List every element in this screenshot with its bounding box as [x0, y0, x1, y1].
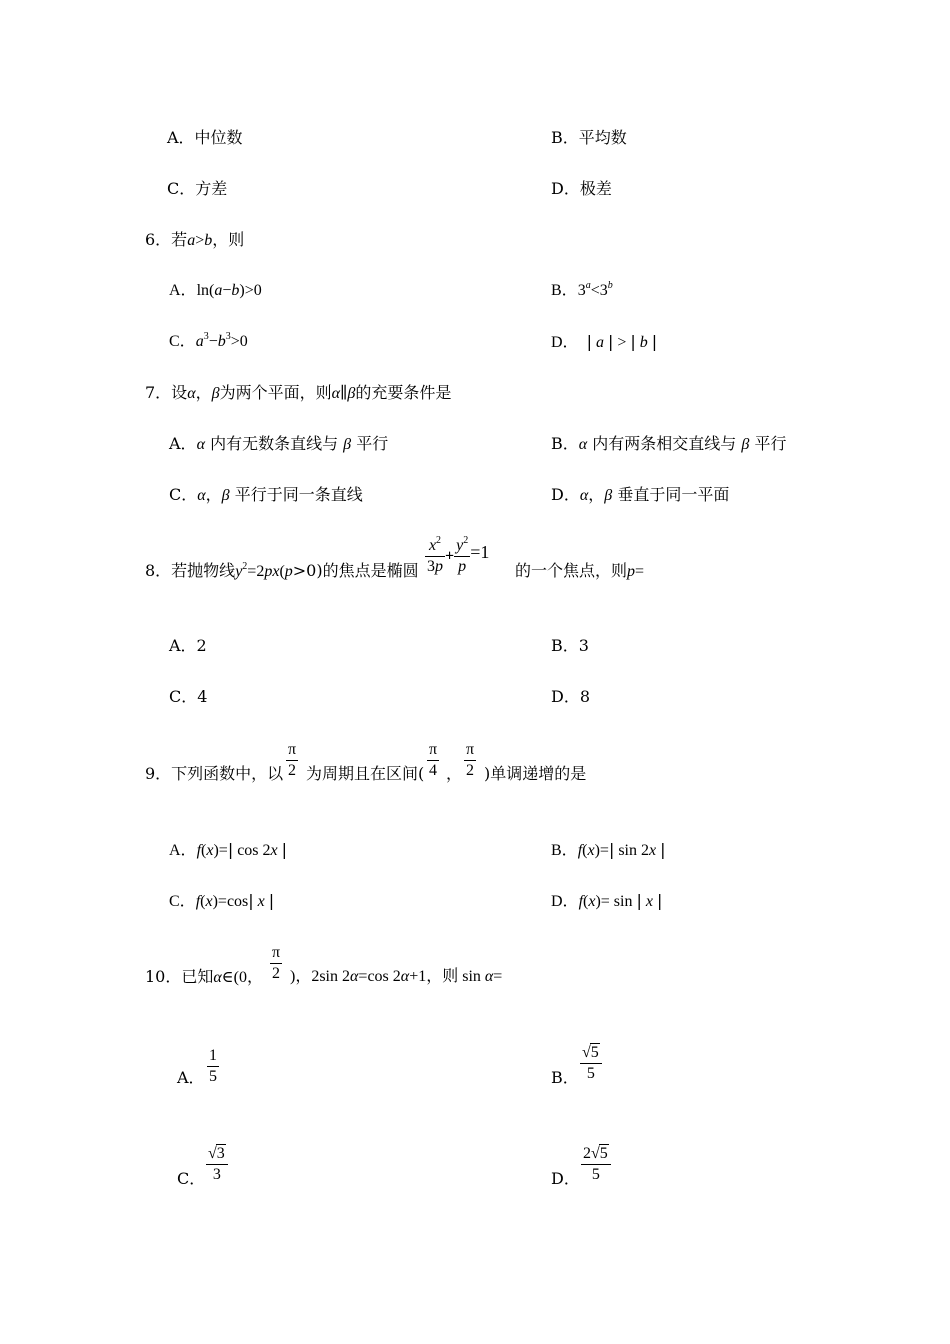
q10-option-d-label: D． — [551, 1169, 580, 1188]
alpha: α — [350, 968, 359, 985]
pi: π — [464, 740, 476, 761]
plus-one: +1，则 sin — [409, 968, 481, 985]
func-f: f — [577, 842, 583, 859]
eq-2: =2 — [247, 563, 265, 580]
q6-option-c — [169, 332, 248, 352]
gt-sign: > — [195, 232, 205, 249]
option-text: 平行 — [356, 434, 389, 453]
var-p: p — [435, 558, 443, 575]
q10-option-d — [581, 1144, 611, 1185]
q7-option-b — [551, 434, 786, 455]
var-a: a — [214, 282, 223, 299]
exp-3: 3 — [225, 331, 231, 342]
abs-bar: | — [281, 840, 288, 859]
beta: β — [347, 385, 356, 402]
paren-open: ( — [582, 842, 588, 859]
ln-open: ln( — [196, 282, 215, 299]
plus-sign: + — [445, 547, 455, 565]
q10-mid: )，2sin 2 — [290, 968, 351, 985]
func-f: f — [196, 842, 202, 859]
func-name: )= sin — [595, 893, 633, 910]
beta: β — [741, 436, 750, 453]
option-label: D． — [551, 893, 579, 910]
alpha: α — [331, 385, 340, 402]
alpha: α — [579, 487, 589, 504]
q6-stem — [145, 230, 244, 251]
fraction-pi-4 — [427, 740, 439, 781]
denominator: 3 — [212, 1166, 221, 1183]
var-p: p — [627, 563, 636, 580]
exp-2: 2 — [436, 535, 442, 546]
q8-option-c: C．4 — [169, 687, 208, 706]
var-x: x — [206, 842, 214, 859]
alpha: α — [187, 385, 196, 402]
q9-stem-start — [145, 764, 283, 784]
option-label: D． — [551, 334, 579, 351]
q10-option-a-label: A． — [177, 1068, 205, 1087]
func-name: cos 2 — [237, 842, 271, 859]
option-label: C． — [169, 485, 198, 504]
eq-cos: =cos 2 — [358, 968, 401, 985]
exp-b: b — [607, 280, 613, 291]
abs-bar: | — [651, 332, 658, 351]
beta: β — [343, 436, 352, 453]
four: 4 — [429, 762, 438, 779]
var-b: b — [639, 334, 648, 351]
func-name: cos — [226, 893, 249, 910]
q10-stem-start — [145, 967, 263, 988]
option-label: B． — [551, 842, 578, 859]
option-label: D． — [551, 485, 580, 504]
exp-2: 2 — [242, 561, 248, 572]
eq-sign: )= — [213, 842, 228, 859]
option-label: C． — [169, 893, 196, 910]
q9-option-a — [169, 840, 287, 861]
func-f: f — [195, 893, 201, 910]
func-f: f — [578, 893, 584, 910]
var-x: x — [270, 842, 278, 859]
ln-close: )>0 — [239, 282, 262, 299]
option-label: A． — [169, 282, 197, 299]
abs-bar: | — [607, 332, 614, 351]
q10-stem-text: 10．已知 — [145, 967, 214, 986]
alpha: α — [213, 969, 222, 986]
var-a: a — [195, 333, 204, 350]
radicand: 5 — [590, 1044, 599, 1061]
alpha: α — [400, 968, 410, 985]
option-text: 平行 — [754, 434, 787, 453]
q10-option-b-label: B． — [551, 1068, 579, 1087]
pi: π — [427, 740, 439, 761]
fraction-pi-2 — [270, 943, 282, 984]
var-y: y — [235, 563, 243, 580]
q6-stem-text: 6．若 — [145, 230, 188, 249]
var-x: x — [588, 893, 596, 910]
abs-bar: | — [586, 332, 592, 351]
option-text: 平行于同一条直线 — [234, 485, 363, 504]
var-b: b — [217, 333, 226, 350]
lt-3: <3 — [590, 282, 608, 299]
q10-option-a — [207, 1046, 219, 1087]
q7-option-c — [169, 485, 363, 506]
fraction-pi-2 — [286, 740, 298, 781]
q9-option-d — [551, 891, 662, 912]
option-label: B． — [551, 434, 579, 453]
exp-3: 3 — [203, 331, 209, 342]
beta: β — [221, 487, 230, 504]
radicand: 3 — [216, 1145, 225, 1162]
q8-stem-tail — [515, 561, 644, 582]
eq-sign: )= — [212, 893, 227, 910]
sqrt-icon: √5 — [591, 1145, 608, 1162]
q9-stem-tail — [484, 764, 586, 784]
paren-open: ( — [200, 893, 206, 910]
var-p: p — [284, 563, 293, 580]
q7-option-d — [551, 485, 729, 506]
alpha: α — [484, 968, 494, 985]
q6-option-b — [551, 281, 613, 301]
q5-option-b: B．平均数 — [551, 128, 627, 147]
q9-stem-text: 9．下列函数中，以 — [145, 764, 284, 783]
var-a: a — [595, 334, 604, 351]
var-x: x — [205, 893, 213, 910]
denominator: 5 — [209, 1068, 217, 1085]
alpha: α — [578, 436, 588, 453]
var-b: b — [204, 232, 213, 249]
var-a: a — [187, 232, 196, 249]
numerator: 1 — [207, 1046, 219, 1067]
option-text: 垂直于同一平面 — [617, 485, 730, 504]
q8-stem-text: 8．若抛物线 — [145, 561, 236, 580]
comma: ， — [195, 383, 212, 402]
fraction-y2-p — [454, 536, 470, 577]
two: 2 — [466, 762, 475, 779]
sqrt-icon: √3 — [208, 1145, 225, 1162]
q5-option-d: D．极差 — [551, 179, 612, 198]
q10-option-b — [580, 1043, 602, 1084]
minus-sign: − — [222, 282, 232, 299]
two: 2 — [272, 965, 281, 982]
var-px: px — [264, 563, 280, 580]
eq-sign: )= — [594, 842, 609, 859]
option-label: A． — [169, 842, 197, 859]
sqrt-icon: √5 — [582, 1044, 599, 1061]
option-label: A． — [169, 434, 197, 453]
abs-bar: | — [268, 891, 275, 910]
func-name: sin 2 — [618, 842, 649, 859]
q9-option-b — [551, 840, 666, 861]
exp-2: 2 — [463, 535, 469, 546]
abs-bar: | — [656, 891, 663, 910]
q6-option-a — [169, 281, 262, 301]
fraction-x2-3p — [425, 536, 445, 577]
denominator: 5 — [591, 1166, 600, 1183]
abs-bar: | — [227, 840, 234, 859]
q10-option-c-label: C． — [177, 1169, 206, 1188]
fraction-pi-2 — [464, 740, 476, 781]
q8-option-d: D．8 — [551, 687, 591, 706]
q8-option-a: A．2 — [169, 636, 207, 655]
abs-bar: | — [660, 840, 666, 859]
eq-one: =1 — [470, 542, 490, 562]
var-x: x — [257, 893, 265, 910]
var-x: x — [428, 537, 437, 554]
pi: π — [270, 943, 282, 964]
q9-comma — [446, 764, 462, 784]
parallel-sign: ∥ — [340, 385, 348, 402]
q8-stem — [145, 561, 419, 582]
abs-bar: | — [636, 891, 642, 910]
var-y: y — [456, 537, 464, 554]
abs-bar: | — [630, 332, 636, 351]
q8-option-b: B．3 — [551, 636, 589, 655]
abs-bar: | — [608, 840, 615, 859]
q8-tail-text: 的一个焦点，则 — [515, 561, 628, 580]
q9-option-c — [169, 891, 274, 912]
q8-stem-mid: >0)的焦点是椭圆 — [292, 561, 419, 580]
q7-stem-mid: 为两个平面，则 — [219, 383, 332, 402]
denominator: 5 — [586, 1065, 595, 1082]
minus-sign: − — [208, 333, 218, 350]
gt-sign: > — [617, 334, 627, 351]
option-label: C． — [169, 333, 196, 350]
comma: ， — [446, 764, 463, 783]
var-x: x — [587, 842, 595, 859]
q7-stem-tail: 的充要条件是 — [355, 383, 452, 402]
q10-option-c — [206, 1144, 228, 1185]
var-b: b — [231, 282, 240, 299]
q5-option-a: A．中位数 — [167, 128, 243, 147]
abs-bar: | — [248, 891, 254, 910]
var-p: p — [458, 558, 467, 575]
option-label: B． — [551, 282, 578, 299]
option-text: 内有无数条直线与 — [210, 434, 339, 453]
option-text: 内有两条相交直线与 — [592, 434, 737, 453]
q9-tail-text: )单调递增的是 — [484, 764, 587, 783]
two: 2 — [288, 762, 297, 779]
alpha: α — [197, 487, 206, 504]
paren-open: ( — [279, 563, 285, 580]
alpha: α — [196, 436, 205, 453]
paren-open: ( — [201, 842, 207, 859]
q7-stem-text: 7．设 — [145, 383, 188, 402]
radicand: 5 — [599, 1145, 608, 1162]
q10-stem-tail — [290, 967, 502, 987]
in-interval: ∈(0， — [221, 969, 263, 986]
exp-a: a — [585, 280, 591, 291]
comma: ， — [205, 485, 222, 504]
beta: β — [604, 487, 613, 504]
q9-mid-text: 为周期且在区间( — [306, 764, 425, 783]
eq-sign: = — [635, 563, 645, 580]
beta: β — [211, 385, 220, 402]
three: 3 — [427, 558, 435, 575]
eq-sign: = — [493, 968, 503, 985]
ellipse-equation — [425, 536, 489, 577]
gt-zero: >0 — [230, 333, 248, 350]
q6-stem-tail: ，则 — [212, 230, 245, 249]
paren-open: ( — [583, 893, 589, 910]
comma: ， — [588, 485, 605, 504]
base-3: 3 — [577, 282, 586, 299]
q6-option-d — [551, 332, 657, 353]
q9-stem-mid — [306, 764, 424, 784]
pi: π — [286, 740, 298, 761]
q5-option-c: C．方差 — [167, 179, 228, 198]
var-x: x — [649, 842, 657, 859]
q7-option-a — [169, 434, 388, 455]
q7-stem — [145, 383, 451, 404]
coefficient: 2 — [583, 1145, 591, 1162]
var-x: x — [645, 893, 653, 910]
